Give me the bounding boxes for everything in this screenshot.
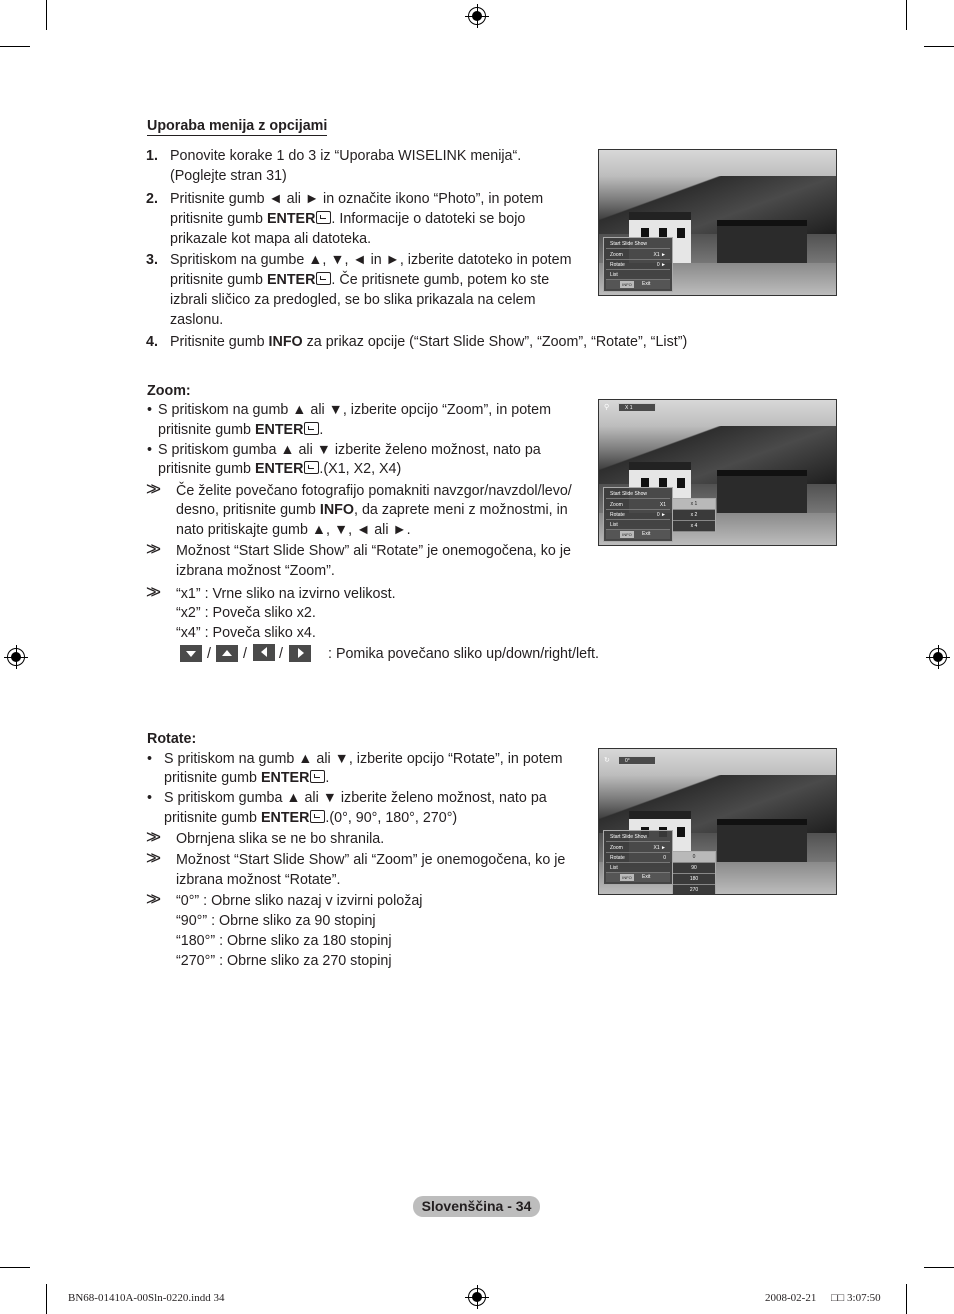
separator: /	[279, 646, 283, 662]
step-number: 1.	[146, 148, 158, 164]
rotate-note-3-line-1: “0°” : Obrne sliko nazaj v izvirni položaj	[176, 893, 423, 909]
rotate-icon: ↻	[604, 757, 610, 764]
note-arrow-icon: >>	[146, 827, 156, 847]
tv-screenshot-zoom-menu: ⚲ X 1 Start Slide Show Zoom X1 Rotate 0 ► List INFO Exit x 1 x 2 x 4	[598, 399, 837, 546]
footer-date: 2008-02-21	[765, 1292, 817, 1304]
bullet: •	[147, 442, 153, 458]
rotate-bullet-2-line-2: pritisnite gumb ENTER .(0°, 90°, 180°, 270°)	[164, 810, 458, 826]
tv-screenshot-rotate-menu: ↻ 0° Start Slide Show Zoom X1 ► Rotate 0 List INFO Exit 0 90 180 270	[598, 748, 837, 895]
crop-mark	[0, 1267, 30, 1268]
step-3-line-2: pritisnite gumb ENTER . Če pritisnete gumb, potem ko ste	[170, 272, 550, 288]
step-2-line-2: pritisnite gumb ENTER . Informacije o datoteki se bojo	[170, 211, 526, 227]
step-3-line-1: Spritiskom na gumbe ▲, ▼, ◄ in ►, izberite datoteko in potem	[170, 252, 572, 268]
registration-mark-icon	[4, 645, 28, 669]
rotate-note-1: Obrnjena slika se ne bo shranila.	[176, 831, 385, 847]
rotate-bullet-2-line-1: S pritiskom gumba ▲ ali ▼ izberite želeno možnost, nato pa	[164, 790, 547, 806]
zoom-bullet-2-line-1: S pritiskom gumba ▲ ali ▼ izberite želeno možnost, nato pa	[158, 442, 541, 458]
enter-icon	[310, 810, 325, 823]
step-number: 2.	[146, 191, 158, 207]
left-arrow-icon	[253, 644, 275, 661]
crop-mark	[46, 1284, 47, 1314]
bullet: •	[147, 751, 153, 767]
step-3-line-4: zaslonu.	[170, 312, 224, 328]
separator: /	[207, 646, 211, 662]
step-1-line-1: Ponovite korake 1 do 3 iz “Uporaba WISELINK menija“.	[170, 148, 522, 164]
enter-icon	[316, 272, 331, 285]
section-title: Uporaba menija z opcijami	[147, 118, 328, 134]
enter-icon	[304, 422, 319, 435]
footer-filename: BN68-01410A-00Sln-0220.indd 34	[68, 1292, 225, 1304]
crop-mark	[0, 46, 30, 47]
up-arrow-icon	[216, 645, 238, 662]
right-arrow-icon	[289, 645, 311, 662]
step-3-line-3: izbrali sličico za predogled, se bo slika prikazala na celem	[170, 292, 536, 308]
crop-mark	[924, 1267, 954, 1268]
registration-mark-icon	[926, 645, 950, 669]
footer-time: □□ 3:07:50	[831, 1292, 881, 1304]
enter-icon	[316, 211, 331, 224]
rotate-bullet-1-line-2: pritisnite gumb ENTER .	[164, 770, 330, 786]
page-number-badge: Slovenščina - 34	[413, 1196, 540, 1217]
zoom-note-3-line-2: “x2” : Poveča sliko x2.	[176, 605, 316, 621]
crop-mark	[906, 0, 907, 30]
rotate-title: Rotate:	[147, 731, 197, 747]
registration-mark-icon	[465, 1285, 489, 1309]
note-arrow-icon: >>	[146, 848, 156, 868]
note-arrow-icon: >>	[146, 582, 156, 602]
step-number: 4.	[146, 334, 158, 350]
rotate-note-2-line-2: izbrana možnost “Rotate”.	[176, 872, 341, 888]
note-arrow-icon: >>	[146, 539, 156, 559]
tv-screenshot-options-menu: Start Slide Show Zoom X1 ► Rotate 0 ► List INFO Exit	[598, 149, 837, 296]
crop-mark	[906, 1284, 907, 1314]
zoom-bullet-1-line-2: pritisnite gumb ENTER .	[158, 422, 324, 438]
separator: /	[243, 646, 247, 662]
step-number: 3.	[146, 252, 158, 268]
enter-icon	[304, 461, 319, 474]
rotate-note-3-line-2: “90°” : Obrne sliko za 90 stopinj	[176, 913, 376, 929]
zoom-note-1-line-3: nato pritiskajte gumb ▲, ▼, ◄ ali ►.	[176, 522, 411, 538]
zoom-note-1-line-1: Če želite povečano fotografijo pomakniti navzgor/navzdol/levo/	[176, 483, 572, 499]
zoom-bullet-1-line-1: S pritiskom na gumb ▲ ali ▼, izberite opcijo “Zoom”, in potem	[158, 402, 552, 418]
step-2-line-1: Pritisnite gumb ◄ ali ► in označite ikono “Photo”, in potem	[170, 191, 544, 207]
zoom-note-2-line-1: Možnost “Start Slide Show” ali “Rotate” je onemogočena, ko je	[176, 543, 571, 559]
down-arrow-icon	[180, 645, 202, 662]
step-1-line-2: (Poglejte stran 31)	[170, 168, 287, 184]
zoom-title: Zoom:	[147, 383, 191, 399]
crop-mark	[924, 46, 954, 47]
note-arrow-icon: >>	[146, 889, 156, 909]
zoom-note-2-line-2: izbrana možnost “Zoom”.	[176, 563, 335, 579]
bullet: •	[147, 402, 153, 418]
zoom-note-1-line-2: desno, pritisnite gumb INFO, da zaprete meni z možnostmi, in	[176, 502, 568, 518]
rotate-note-3-line-3: “180°” : Obrne sliko za 180 stopinj	[176, 933, 392, 949]
zoom-note-3-line-1: “x1” : Vrne sliko na izvirno velikost.	[176, 586, 396, 602]
step-2-line-3: prikazale kot mapa ali datoteka.	[170, 231, 372, 247]
bullet: •	[147, 790, 153, 806]
enter-icon	[310, 770, 325, 783]
nav-description: : Pomika povečano sliko up/down/right/left.	[328, 646, 599, 662]
zoom-icon: ⚲	[604, 404, 610, 411]
note-arrow-icon: >>	[146, 479, 156, 499]
rotate-note-2-line-1: Možnost “Start Slide Show” ali “Zoom” je onemogočena, ko je	[176, 852, 566, 868]
zoom-bullet-2-line-2: pritisnite gumb ENTER .(X1, X2, X4)	[158, 461, 402, 477]
rotate-bullet-1-line-1: S pritiskom na gumb ▲ ali ▼, izberite opcijo “Rotate”, in potem	[164, 751, 563, 767]
step-4-line-1: Pritisnite gumb INFO za prikaz opcije (“Start Slide Show”, “Zoom”, “Rotate”, “List”)	[170, 334, 688, 350]
rotate-note-3-line-4: “270°” : Obrne sliko za 270 stopinj	[176, 953, 392, 969]
zoom-note-3-line-3: “x4” : Poveča sliko x4.	[176, 625, 316, 641]
registration-mark-icon	[465, 4, 489, 28]
crop-mark	[46, 0, 47, 30]
